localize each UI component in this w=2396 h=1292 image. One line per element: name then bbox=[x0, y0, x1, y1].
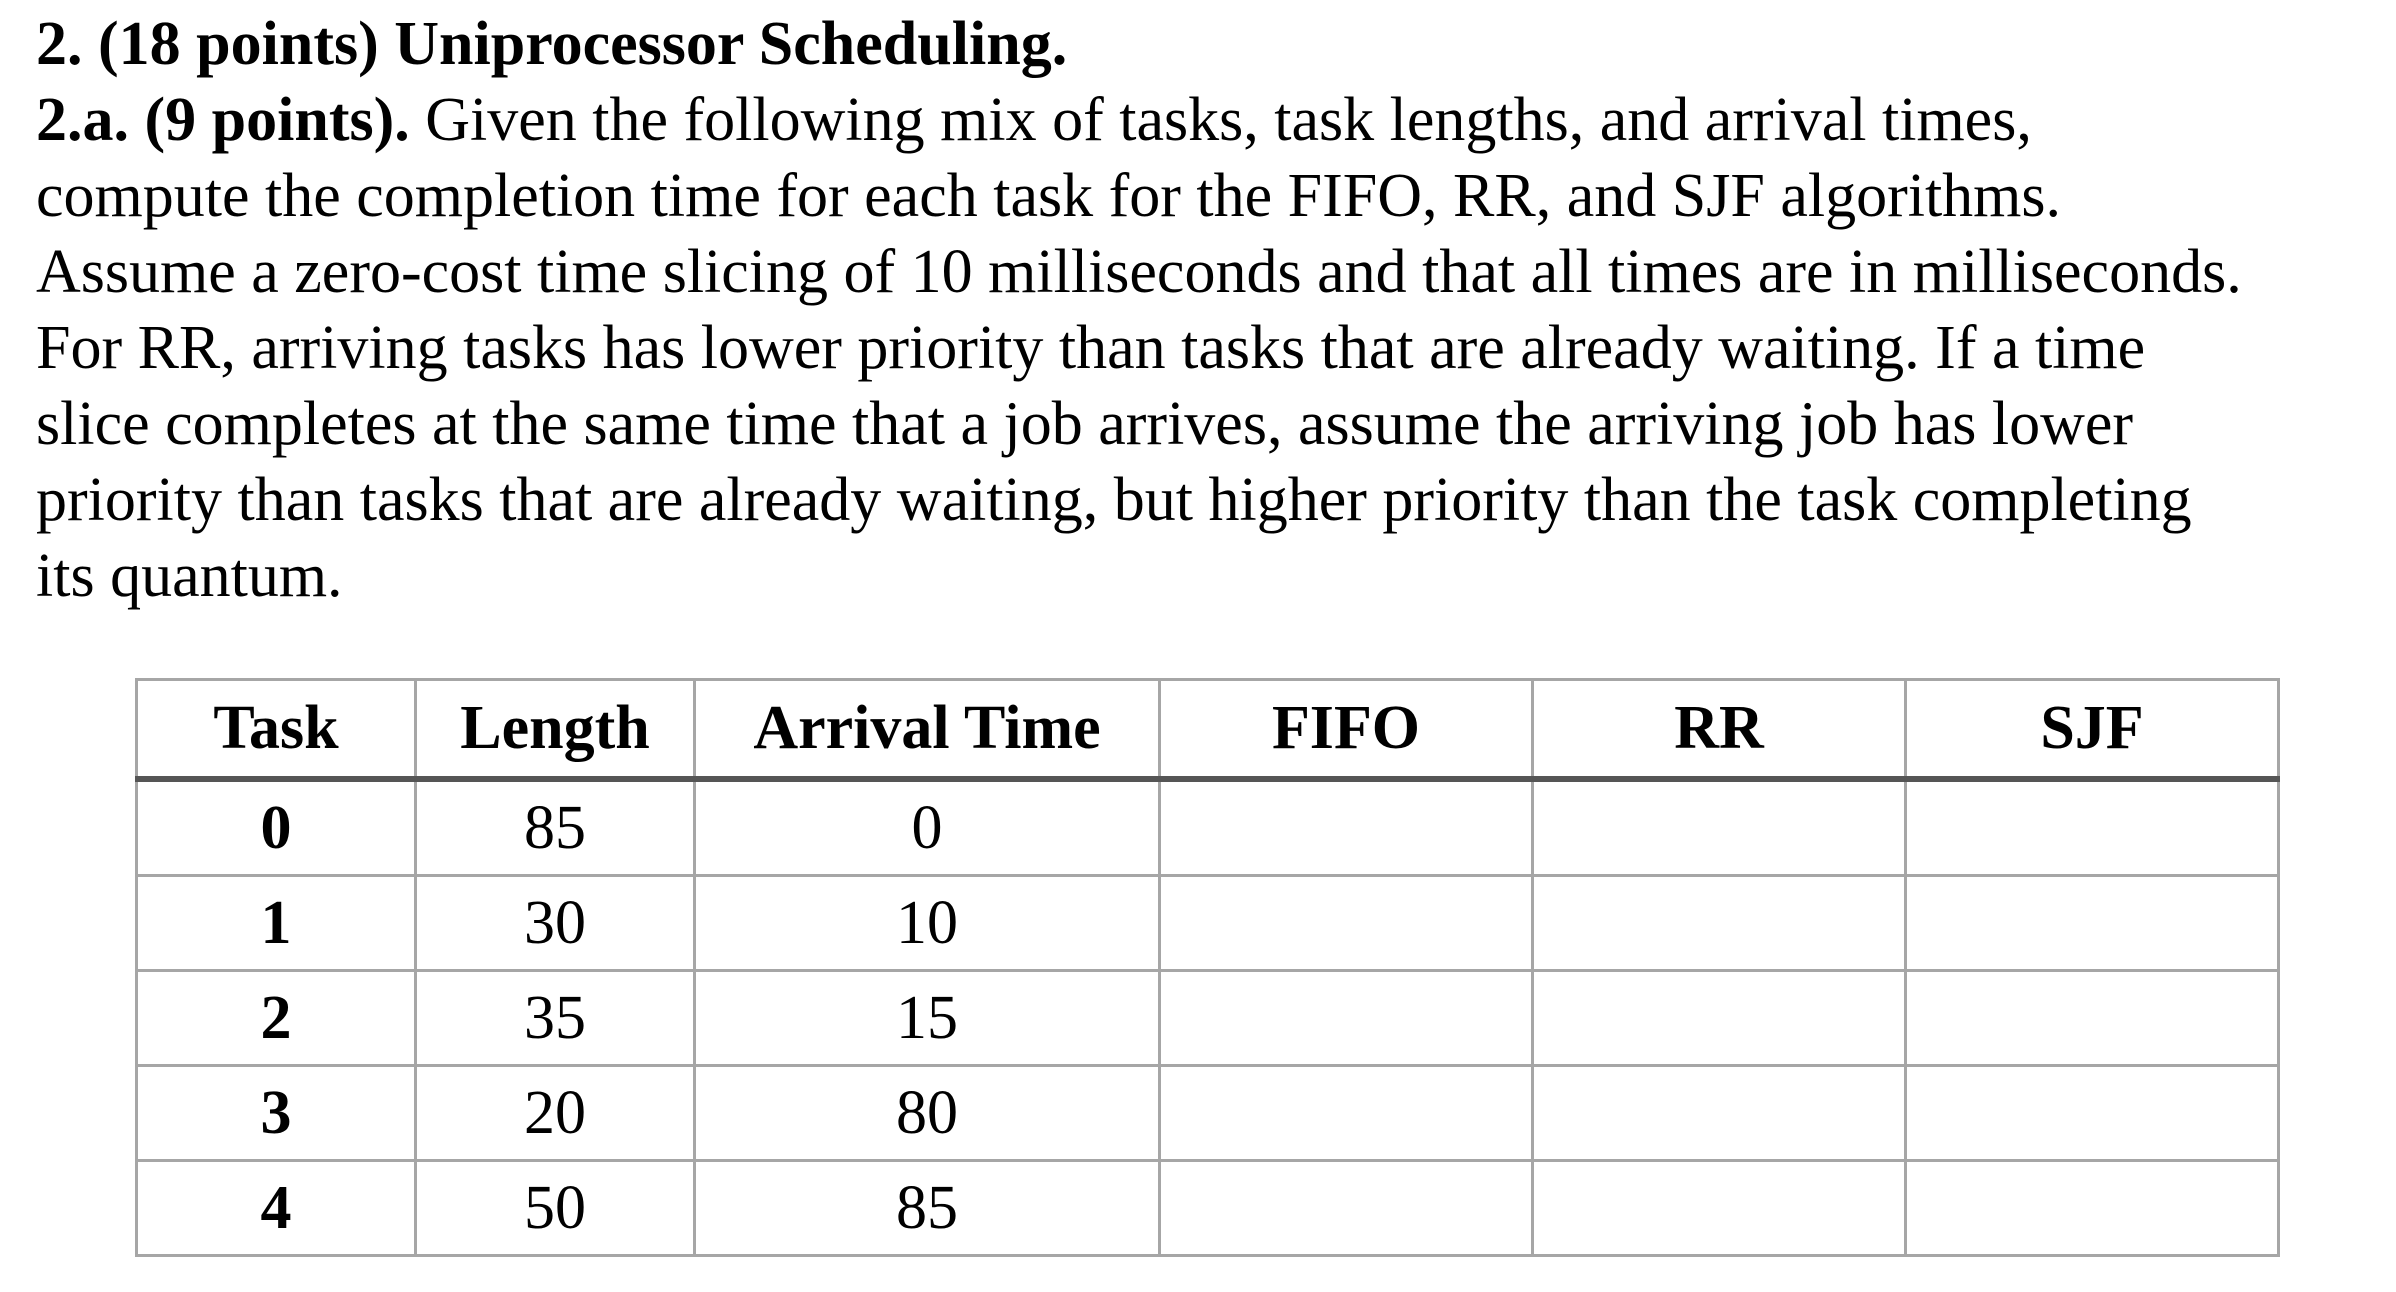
table-row bbox=[137, 779, 2279, 876]
rr-cell[interactable] bbox=[1533, 1066, 1906, 1161]
task-cell: 2 bbox=[137, 971, 416, 1066]
part-label: 2.a. (9 points). bbox=[36, 86, 410, 154]
fifo-cell[interactable] bbox=[1160, 779, 1533, 876]
arrival-cell: 80 bbox=[695, 1066, 1160, 1161]
fifo-cell[interactable] bbox=[1160, 971, 1533, 1066]
rr-cell[interactable] bbox=[1533, 876, 1906, 971]
rr-cell[interactable] bbox=[1533, 1161, 1906, 1256]
table-row bbox=[137, 1161, 2279, 1256]
table-row bbox=[137, 1066, 2279, 1161]
description-line-3: Assume a zero-cost time slicing of 10 milliseconds and that all times are in milliseconds. bbox=[36, 238, 2242, 306]
sjf-cell[interactable] bbox=[1906, 1161, 2279, 1256]
fifo-cell[interactable] bbox=[1160, 1161, 1533, 1256]
arrival-cell: 85 bbox=[695, 1161, 1160, 1256]
rr-cell[interactable] bbox=[1533, 779, 1906, 876]
length-cell: 20 bbox=[416, 1066, 695, 1161]
description-line-7: its quantum. bbox=[36, 542, 343, 610]
header-rr: RR bbox=[1533, 680, 1906, 780]
length-cell: 85 bbox=[416, 779, 695, 876]
task-cell: 0 bbox=[137, 779, 416, 876]
fifo-cell[interactable] bbox=[1160, 1066, 1533, 1161]
header-length: Length bbox=[416, 680, 695, 780]
description-line-2: compute the completion time for each task for the FIFO, RR, and SJF algorithms. bbox=[36, 162, 2062, 230]
task-cell: 4 bbox=[137, 1161, 416, 1256]
sjf-cell[interactable] bbox=[1906, 1066, 2279, 1161]
problem-title: 2. (18 points) Uniprocessor Scheduling. bbox=[36, 10, 1068, 78]
task-cell: 3 bbox=[137, 1066, 416, 1161]
description-line-5: slice completes at the same time that a job arrives, assume the arriving job has lower bbox=[36, 390, 2134, 458]
sjf-cell[interactable] bbox=[1906, 779, 2279, 876]
arrival-cell: 0 bbox=[695, 779, 1160, 876]
header-arrival-time: Arrival Time bbox=[695, 680, 1160, 780]
sjf-cell[interactable] bbox=[1906, 876, 2279, 971]
table-row bbox=[137, 876, 2279, 971]
description-line-1 bbox=[36, 82, 2376, 158]
task-table bbox=[135, 678, 2280, 1257]
task-cell: 1 bbox=[137, 876, 416, 971]
fifo-cell[interactable] bbox=[1160, 876, 1533, 971]
problem-text bbox=[36, 6, 2376, 614]
length-cell: 30 bbox=[416, 876, 695, 971]
table-header-row bbox=[137, 680, 2279, 780]
header-task: Task bbox=[137, 680, 416, 780]
length-cell: 35 bbox=[416, 971, 695, 1066]
description-line-4: For RR, arriving tasks has lower priority than tasks that are already waiting. If a time bbox=[36, 314, 2146, 382]
header-sjf: SJF bbox=[1906, 680, 2279, 780]
description-text-1: Given the following mix of tasks, task lengths, and arrival times, bbox=[409, 86, 2032, 154]
description-line-6: priority than tasks that are already waiting, but higher priority than the task completing bbox=[36, 466, 2192, 534]
table-row bbox=[137, 971, 2279, 1066]
header-fifo: FIFO bbox=[1160, 680, 1533, 780]
problem-description bbox=[36, 82, 2376, 614]
arrival-cell: 10 bbox=[695, 876, 1160, 971]
sjf-cell[interactable] bbox=[1906, 971, 2279, 1066]
rr-cell[interactable] bbox=[1533, 971, 1906, 1066]
length-cell: 50 bbox=[416, 1161, 695, 1256]
arrival-cell: 15 bbox=[695, 971, 1160, 1066]
